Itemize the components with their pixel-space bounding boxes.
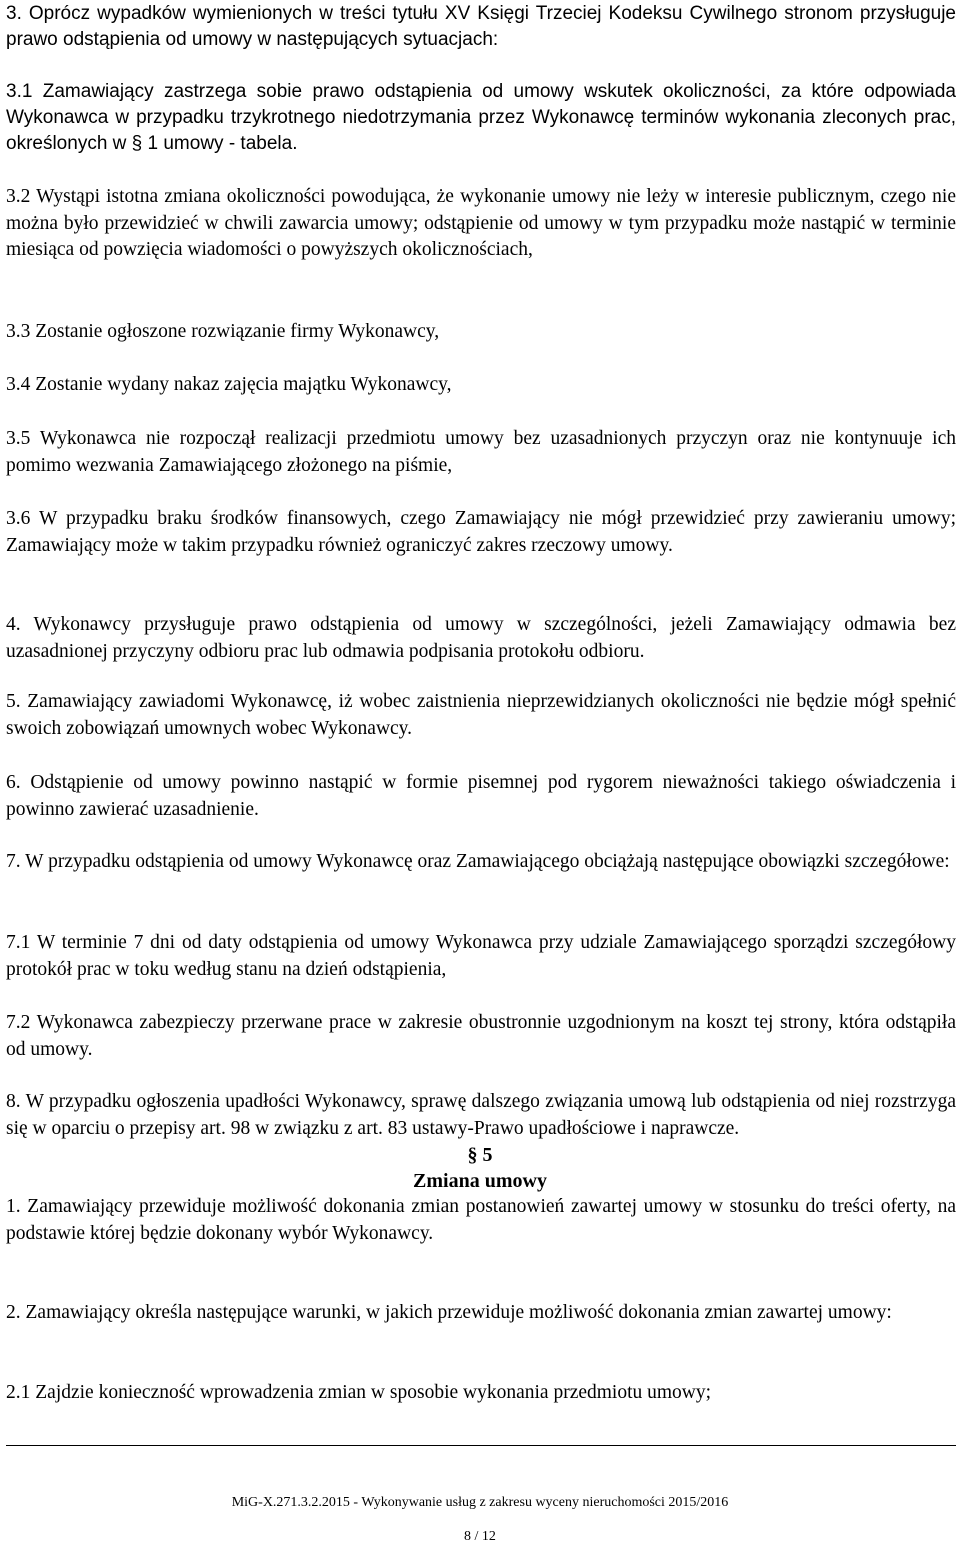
paragraph-3-3: 3.3 Zostanie ogłoszone rozwiązanie firmy Wykonawcy, [6, 321, 440, 342]
paragraph-3-1: 3.1 Zamawiający zastrzega sobie prawo odstąpienia od umowy wskutek okoliczności, za które odpowiada Wykonawca w przypadku trzykrotnego niedotrzymania przez Wykonawcę terminów wykonania zleconych prac, określonych w § 1 umowy - tabela. [6, 81, 956, 154]
section-paragraph-2: 2. Zamawiający określa następujące warunki, w jakich przewiduje możliwość dokonania zmian zawartej umowy: [6, 1302, 892, 1323]
section-paragraph-1: 1. Zamawiający przewiduje możliwość dokonania zmian postanowień zawartej umowy w stosunku do treści oferty, na podstawie której będzie dokonany wybór Wykonawcy. [6, 1196, 956, 1244]
section-paragraph-2-1: 2.1 Zajdzie konieczność wprowadzenia zmian w sposobie wykonania przedmiotu umowy; [6, 1382, 712, 1403]
paragraph-4: 4. Wykonawcy przysługuje prawo odstąpienia od umowy w szczególności, jeżeli Zamawiający odmawia bez uzasadnionej przyczyny odbioru prac lub odmawia podpisania protokołu odbioru. [6, 614, 956, 662]
page-number: 8 / 12 [464, 1529, 496, 1544]
paragraph-7: 7. W przypadku odstąpienia od umowy Wykonawcę oraz Zamawiającego obciążają następujące obowiązki szczegółowe: [6, 851, 950, 872]
paragraph-7-1: 7.1 W terminie 7 dni od daty odstąpienia od umowy Wykonawca przy udziale Zamawiającego sporządzi szczegółowy protokół prac w toku według stanu na dzień odstąpienia, [6, 932, 956, 980]
paragraph-5: 5. Zamawiający zawiadomi Wykonawcę, iż wobec zaistnienia nieprzewidzianych okoliczności nie będzie mógł spełnić swoich zobowiązań umownych wobec Wykonawcy. [6, 691, 956, 739]
paragraph-7-2: 7.2 Wykonawca zabezpieczy przerwane prace w zakresie obustronnie uzgodnionym na koszt tej strony, która odstąpiła od umowy. [6, 1012, 956, 1060]
paragraph-3-4: 3.4 Zostanie wydany nakaz zajęcia majątku Wykonawcy, [6, 374, 452, 395]
section-title: Zmiana umowy [413, 1170, 547, 1192]
footer-divider [6, 1445, 956, 1446]
paragraph-3-6: 3.6 W przypadku braku środków finansowych, czego Zamawiający nie mógł przewidzieć przy zawieraniu umowy; Zamawiający może w takim przypadku również ograniczyć zakres rzeczowy umowy. [6, 508, 956, 556]
paragraph-3-5: 3.5 Wykonawca nie rozpoczął realizacji przedmiotu umowy bez uzasadnionych przyczyn oraz nie kontynuuje ich pomimo wezwania Zamawiającego złożonego na piśmie, [6, 428, 956, 476]
paragraph-3: 3. Oprócz wypadków wymienionych w treści tytułu XV Księgi Trzeciej Kodeksu Cywilnego stronom przysługuje prawo odstąpienia od umowy w następujących sytuacjach: [6, 3, 956, 50]
paragraph-3-2: 3.2 Wystąpi istotna zmiana okoliczności powodująca, że wykonanie umowy nie leży w interesie publicznym, czego nie można było przewidzieć w chwili zawarcia umowy; odstąpienie od umowy w tym przypadku może nastąpić w terminie miesiąca od powzięcia wiadomości o powyższych okolicznościach, [6, 186, 956, 260]
paragraph-6: 6. Odstąpienie od umowy powinno nastąpić w formie pisemnej pod rygorem nieważności takiego oświadczenia i powinno zawierać uzasadnienie. [6, 772, 956, 820]
footer-reference: MiG-X.271.3.2.2015 - Wykonywanie usług z zakresu wyceny nieruchomości 2015/2016 [231, 1495, 729, 1510]
section-number: § 5 [467, 1144, 493, 1166]
paragraph-8: 8. W przypadku ogłoszenia upadłości Wykonawcy, sprawę dalszego związania umową lub odstąpienia od niej rozstrzyga się w oparciu o przepisy art. 98 w związku z art. 83 ustawy-Prawo upadłościowe i naprawcze. [6, 1091, 956, 1139]
